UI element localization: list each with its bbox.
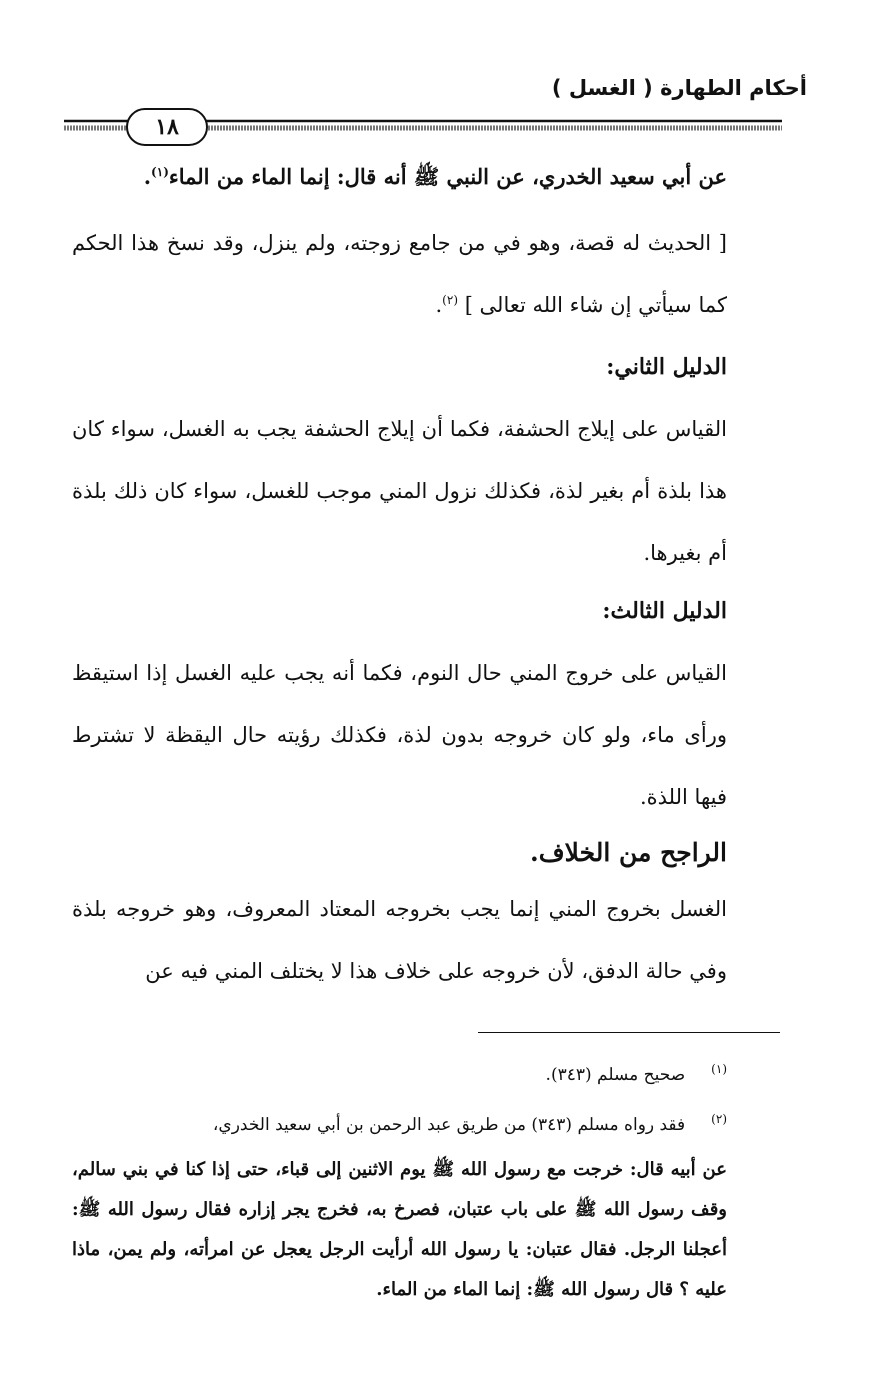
section-body-second-evidence: القياس على إيلاج الحشفة، فكما أن إيلاج الحشفة يجب به الغسل، سواء كان هذا بلذة أم بغير لذة، فكذلك نزول المني موجب للغسل، سواء كان ذلك بلذة أم بغيرها. <box>72 417 727 565</box>
comment-end: . <box>435 293 443 317</box>
footnote-separator <box>478 1032 780 1033</box>
section-heading-preponderant: الراجح من الخلاف. <box>530 838 727 867</box>
section-heading-second-evidence: الدليل الثاني: <box>606 354 727 380</box>
hadith-text <box>143 164 727 195</box>
footnote-2-text: فقد رواه مسلم (٣٤٣) من طريق عبد الرحمن بن أبي سعيد الخدري، <box>212 1115 686 1135</box>
section-body-third-evidence: القياس على خروج المني حال النوم، فكما أنه يجب عليه الغسل إذا استيقظ ورأى ماء، ولو كان خروجه بدون لذة، فكذلك رؤيته حال اليقظة لا تشترط فيها اللذة. <box>72 661 727 809</box>
footnote-2-number: (٢) <box>711 1112 727 1126</box>
running-header-title: أحكام الطهارة ( الغسل ) <box>551 76 807 100</box>
hadith-end: . <box>143 164 152 189</box>
footnote-1-text: صحيح مسلم (٣٤٣). <box>545 1065 686 1085</box>
footnote-2 <box>213 1112 727 1138</box>
section-body-preponderant: الغسل بخروج المني إنما يجب بخروجه المعتاد المعروف، وهو خروجه بلذة وفي حالة الدفق، لأن خروجه على خلاف هذا لا يختلف المني فيه عن <box>72 897 727 983</box>
footnote-ref-2: (٢) <box>442 293 458 307</box>
footnote-2-continuation: عن أبيه قال: خرجت مع رسول الله ﷺ يوم الاثنين إلى قباء، حتى إذا كنا في بني سالم، وقف رسول الله ﷺ على باب عتبان، فصرخ به، فخرج يجر إزاره فقال رسول الله ﷺ: أعجلنا الرجل. فقال عتبان: يا رسول الله أرأيت الرجل يعجل عن امرأته، ولم يمن، ماذا عليه ؟ قال رسول الله ﷺ: إنما الماء من الماء. <box>72 1159 727 1300</box>
footnote-1-number: (١) <box>711 1062 727 1076</box>
comment-body: [ الحديث له قصة، وهو في من جامع زوجته، ولم ينزل، وقد نسخ هذا الحكم كما سيأتي إن شاء الله تعالى ] <box>72 231 727 317</box>
footnote-1 <box>546 1062 727 1088</box>
footnote-ref-1: (١) <box>151 165 169 179</box>
page-number <box>126 108 208 146</box>
hadith-body: عن أبي سعيد الخدري، عن النبي ﷺ أنه قال: إنما الماء من الماء <box>168 164 727 189</box>
hadith-comment <box>72 212 727 336</box>
page-number-text: ١٨ <box>155 114 179 140</box>
section-heading-third-evidence: الدليل الثالث: <box>602 598 727 624</box>
